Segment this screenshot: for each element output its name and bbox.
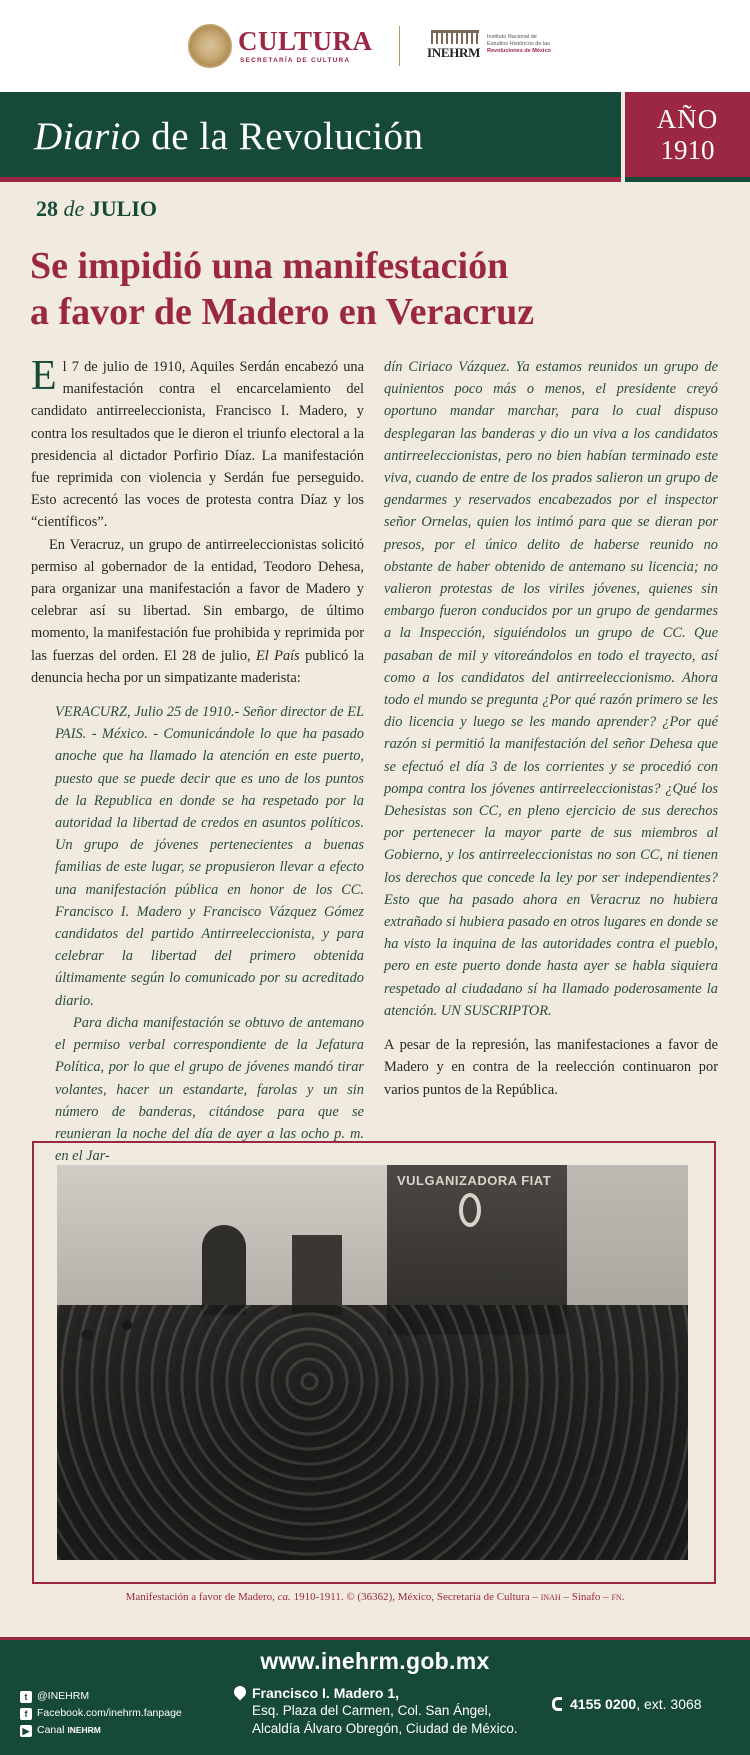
address-line2: Esq. Plaza del Carmen, Col. San Ángel,: [252, 1703, 492, 1718]
cultura-logo[interactable]: [188, 24, 388, 68]
paragraph-context-end: publicó la denuncia hecha por un simpatizante maderista:: [31, 647, 364, 686]
location-pin-icon: [232, 1684, 249, 1701]
phone-extension: , ext. 3068: [636, 1696, 702, 1712]
photo-crowd: [57, 1305, 688, 1560]
photo-sign-ring: [459, 1193, 481, 1227]
twitter-icon: t: [20, 1691, 32, 1703]
website-link[interactable]: www.inehrm.gob.mx: [260, 1648, 490, 1674]
year-label: AÑO: [656, 104, 719, 134]
youtube-link[interactable]: [20, 1722, 182, 1739]
footer: [0, 1637, 750, 1755]
inehrm-building-icon: [431, 30, 479, 44]
phone-contact[interactable]: [570, 1696, 702, 1712]
cultura-logo-text: CULTURA: [238, 26, 373, 56]
title-banner: [0, 92, 621, 182]
article-column-left: [31, 353, 364, 1167]
quoted-letter-part1: VERACURZ, Julio 25 de 1910.- Señor director de EL PAIS. - México. - Comunicándole lo que ha pasado anoche que ha llamado la atención en este puerto, puesto que se puede decir que es uno de los puntos de la Republica en donde se ha respetado por la autoridad la libertad de credos en asuntos políticos. Un grupo de jóvenes pertenecientes a buenas familias de este lugar, se propusieron llevar a efecto una manifestación pública en honor de los CC. Francisco I. Madero y Francisco Vázquez Gómez candidatos del partido Antirreeleccionista, y para celebrar la libertad del primero obtenida últimamente según lo comunicado por su acreditado diario.: [55, 704, 364, 1009]
cultura-logo-subtext: SECRETARÍA DE CULTURA: [240, 57, 351, 64]
social-links: [20, 1688, 182, 1739]
inehrm-logo-description: [487, 34, 577, 55]
photo-caption: [0, 1591, 750, 1603]
twitter-link[interactable]: [20, 1688, 182, 1705]
caption-text: Manifestación a favor de Madero,: [125, 1591, 278, 1603]
photo-shop-sign: VULGANIZADORA FIAT: [397, 1173, 552, 1188]
inehrm-logo[interactable]: [427, 30, 567, 64]
phone-number: 4155 0200: [570, 1696, 637, 1712]
facebook-link[interactable]: [20, 1705, 182, 1722]
title-italic: Diario: [34, 115, 142, 158]
title-rest: de la Revolución: [141, 115, 424, 158]
photo-door: [292, 1235, 342, 1315]
national-seal-icon: [188, 24, 232, 68]
caption-end: .: [621, 1591, 625, 1603]
logo-divider: [399, 26, 400, 66]
historical-photo[interactable]: [57, 1165, 688, 1560]
paragraph-intro-text: l 7 de julio de 1910, Aquiles Serdán encabezó una manifestación contra el encarcelamiento del candidato antirreeleccionista, Francisco I. Madero, y contra los resultados que le dieron el triunfo electoral a la presidencia al dictador Porfirio Díaz. La manifestación fue reprimida con violencia y Serdán fue perseguido. Esto acrecentó las voces de protesta contra Díaz y los “científicos”.: [31, 359, 364, 531]
caption-credit: 1910-1911. © (36362), México, Secretaría de Cultura –: [290, 1591, 541, 1603]
newspaper-name: El País: [256, 647, 300, 664]
address-line3: Alcaldía Álvaro Obregón, Ciudad de México.: [252, 1721, 518, 1736]
youtube-channel: INEHRM: [67, 1725, 101, 1735]
caption-circa: ca.: [277, 1591, 291, 1603]
address-title: Francisco I. Madero 1,: [252, 1685, 400, 1701]
facebook-icon: f: [20, 1708, 32, 1720]
inehrm-desc-line2: Estudios Históricos de las: [487, 41, 550, 47]
top-logo-bar: [0, 0, 750, 92]
youtube-icon: ▶: [20, 1725, 32, 1737]
facebook-url: Facebook.com/inehrm.fanpage: [37, 1707, 182, 1719]
address-block: [252, 1684, 518, 1738]
paragraph-context: [31, 534, 364, 689]
caption-fn: fn: [611, 1591, 622, 1603]
drop-cap: E: [31, 353, 57, 399]
article-date: [36, 196, 157, 222]
twitter-handle: @INEHRM: [37, 1690, 90, 1702]
article-column-right: [384, 356, 718, 1101]
paragraph-closing: A pesar de la represión, las manifestaciones a favor de Madero y en contra de la reelección continuaron por varios puntos de la República.: [384, 1037, 718, 1098]
headline-line2: a favor de Madero en Veracruz: [30, 291, 535, 333]
inehrm-logo-text: INEHRM: [427, 45, 481, 60]
date-month: JULIO: [89, 196, 158, 221]
quoted-letter-part3: dín Ciriaco Vázquez. Ya estamos reunidos un grupo de quinientos poco más o menos, el presidente creyó oportuno mandar marchar, para lo cual dispuso desplegaran las banderas y dio un viva a los candidatos antirreeleccionistas, pero no bien habían terminado este viva, cuando de entre de los prados salieron un grupo de gendarmes y reservados encabezados por el inspector señor Ornelas, quien los intimó para que se dieran por presos, por el único delito de haberse reunido no obstante de haber obtenido de antemano su licencia; no valieron protestas de los viriles jóvenes, quienes sin embargo fueron conducidos por un grupo de gendarmes a la Inspección, siguiéndolos un grupo de CC. Que pasaban de mil y vitoreándolos en todo el trayecto, así como a los candidatos del antirreeleccionismo. Ahora todo el mundo se pregunta ¿Por qué razón primero se les dio licencia y luego se les mando aprender? ¿Por qué razón si permitió la manifestación del señor Dehesa que se efectuó el día 3 de los corrientes y se procedió con pompa contra los jóvenes antirreeleccionistas? ¿Qué los Dehesistas son CC, en pleno ejercicio de sus derechos por pertenecer la mayor parte de sus miembros al Gobierno, y los antirreeleccionistas no son CC, ni tienen los derechos que concede la ley por ser independientes? Esto que ha pasado ahora en Veracruz no hubiera extrañado si hubiera pasado en otros lugares en donde se ha visto la inquina de las autoridades contra el pueblo, pero en este puerto donde hasta ayer se habla siquiera respetado al ciudadano sí ha llamado poderosamente la atención. UN SUSCRIPTOR.: [384, 359, 718, 1019]
quoted-letter-part2: Para dicha manifestación se obtuvo de antemano el permiso verbal correspondiente de la Jefatura Política, por lo que el grupo de jóvenes mandó tirar volantes, hacer un estandarte, farolas y un sin número de banderas, citándose para que se reunieran la noche del día de ayer a las ocho p. m. en el Jar-: [55, 1014, 364, 1165]
date-day: 28: [36, 196, 58, 221]
date-de: de: [63, 196, 85, 221]
paragraph-intro: [31, 353, 364, 534]
paragraph-context-text: En Veracruz, un grupo de antirreeleccionistas solicitó permiso al gobernador de la entidad, Teodoro Dehesa, para organizar una manifestación a favor de Madero y celebrar así su libertad. Sin embargo, de último momento, la manifestación fue prohibida y reprimida por las fuerzas del orden. El 28 de julio,: [31, 536, 364, 664]
phone-icon: [552, 1697, 562, 1711]
inehrm-desc-line1: Instituto Nacional de: [487, 34, 537, 40]
photo-arched-door: [202, 1225, 246, 1315]
year-box: [625, 92, 750, 182]
publication-title: [34, 114, 424, 159]
year-value: 1910: [660, 135, 715, 165]
article-headline: [30, 243, 710, 335]
headline-line1: Se impidió una manifestación: [30, 245, 509, 287]
inehrm-desc-line3: Revoluciones de México: [487, 48, 551, 54]
youtube-prefix: Canal: [37, 1724, 65, 1736]
caption-inah: inah: [540, 1591, 561, 1603]
caption-sinafo: – Sinafo –: [560, 1591, 612, 1603]
